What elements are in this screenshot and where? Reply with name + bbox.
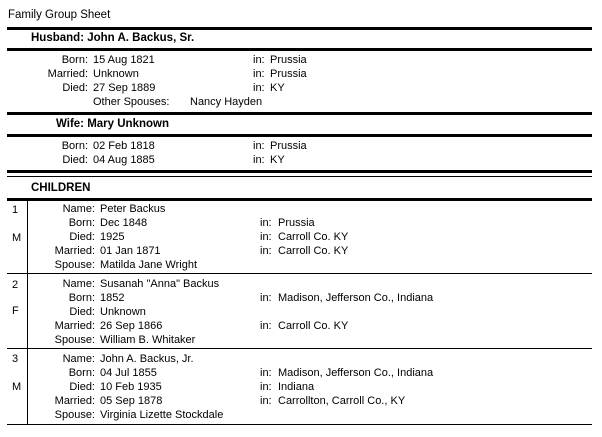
child-born-label: Born: <box>68 292 95 304</box>
divider <box>7 48 592 51</box>
husband-born-label: Born: <box>61 54 88 66</box>
divider <box>7 198 592 201</box>
child-born-place: Madison, Jefferson Co., Indiana <box>278 292 434 304</box>
wife-died-place: KY <box>270 154 285 166</box>
child-spouse: Virginia Lizette Stockdale <box>100 409 224 421</box>
in-label: in: <box>253 140 265 152</box>
child-name-label: Name: <box>62 203 95 215</box>
divider <box>7 134 592 137</box>
child-died-label: Died: <box>69 306 95 318</box>
divider <box>7 273 592 274</box>
page-title: Family Group Sheet <box>8 9 111 21</box>
child-married-label: Married: <box>54 395 95 407</box>
child-died-label: Died: <box>69 381 95 393</box>
child-spouse: William B. Whitaker <box>100 334 196 346</box>
child-married-place: Carrollton, Carroll Co., KY <box>278 395 406 407</box>
child-died-place: Carroll Co. KY <box>278 231 349 243</box>
divider <box>7 176 592 177</box>
child-name: Susanah "Anna" Backus <box>100 278 220 290</box>
child-sex: M <box>12 381 22 393</box>
other-spouses-label: Other Spouses: <box>93 96 170 108</box>
in-label: in: <box>260 395 272 407</box>
divider <box>7 424 592 425</box>
wife-died-date: 04 Aug 1885 <box>93 154 155 166</box>
husband-heading: Husband: John A. Backus, Sr. <box>31 32 195 44</box>
child-number: 3 <box>12 353 19 365</box>
child-name-label: Name: <box>62 353 95 365</box>
child-name-label: Name: <box>62 278 95 290</box>
wife-heading: Wife: Mary Unknown <box>56 118 169 130</box>
child-born-date: 1852 <box>100 292 125 304</box>
child-died-place: Indiana <box>278 381 315 393</box>
child-spouse-label: Spouse: <box>54 409 95 421</box>
in-label: in: <box>253 154 265 166</box>
child-name: John A. Backus, Jr. <box>100 353 194 365</box>
in-label: in: <box>260 367 272 379</box>
in-label: in: <box>253 54 265 66</box>
husband-died-place: KY <box>270 82 285 94</box>
child-died-label: Died: <box>69 231 95 243</box>
divider <box>7 112 592 115</box>
child-born-place: Madison, Jefferson Co., Indiana <box>278 367 434 379</box>
child-died-date: Unknown <box>100 306 146 318</box>
in-label: in: <box>260 292 272 304</box>
divider <box>7 27 592 30</box>
child-name: Peter Backus <box>100 203 166 215</box>
child-married-label: Married: <box>54 245 95 257</box>
husband-married-place: Prussia <box>270 68 307 80</box>
divider <box>7 170 592 173</box>
husband-married-label: Married: <box>47 68 88 80</box>
child-born-place: Prussia <box>278 217 315 229</box>
child-sex: M <box>12 232 22 244</box>
child-number: 1 <box>12 204 19 216</box>
wife-born-label: Born: <box>61 140 88 152</box>
child-spouse-label: Spouse: <box>54 259 95 271</box>
wife-died-label: Died: <box>62 154 88 166</box>
child-born-label: Born: <box>68 217 95 229</box>
child-born-label: Born: <box>68 367 95 379</box>
husband-died-label: Died: <box>62 82 88 94</box>
in-label: in: <box>260 245 272 257</box>
husband-born-place: Prussia <box>270 54 307 66</box>
in-label: in: <box>260 231 272 243</box>
divider <box>7 348 592 349</box>
child-married-place: Carroll Co. KY <box>278 320 349 332</box>
child-spouse: Matilda Jane Wright <box>100 259 198 271</box>
wife-born-date: 02 Feb 1818 <box>93 140 155 152</box>
in-label: in: <box>260 381 272 393</box>
child-died-date: 10 Feb 1935 <box>100 381 162 393</box>
child-born-date: 04 Jul 1855 <box>100 367 157 379</box>
child-number: 2 <box>12 279 19 291</box>
child-married-label: Married: <box>54 320 95 332</box>
child-sex: F <box>12 305 19 317</box>
in-label: in: <box>260 320 272 332</box>
child-married-date: 01 Jan 1871 <box>100 245 161 257</box>
child-married-place: Carroll Co. KY <box>278 245 349 257</box>
child-born-date: Dec 1848 <box>100 217 148 229</box>
child-married-date: 05 Sep 1878 <box>100 395 163 407</box>
column-divider <box>27 199 28 425</box>
husband-died-date: 27 Sep 1889 <box>93 82 156 94</box>
in-label: in: <box>253 82 265 94</box>
other-spouses-value: Nancy Hayden <box>190 96 263 108</box>
wife-born-place: Prussia <box>270 140 307 152</box>
in-label: in: <box>253 68 265 80</box>
child-married-date: 26 Sep 1866 <box>100 320 163 332</box>
husband-born-date: 15 Aug 1821 <box>93 54 155 66</box>
children-heading: CHILDREN <box>31 182 91 194</box>
child-spouse-label: Spouse: <box>54 334 95 346</box>
in-label: in: <box>260 217 272 229</box>
child-died-date: 1925 <box>100 231 125 243</box>
husband-married-date: Unknown <box>93 68 139 80</box>
